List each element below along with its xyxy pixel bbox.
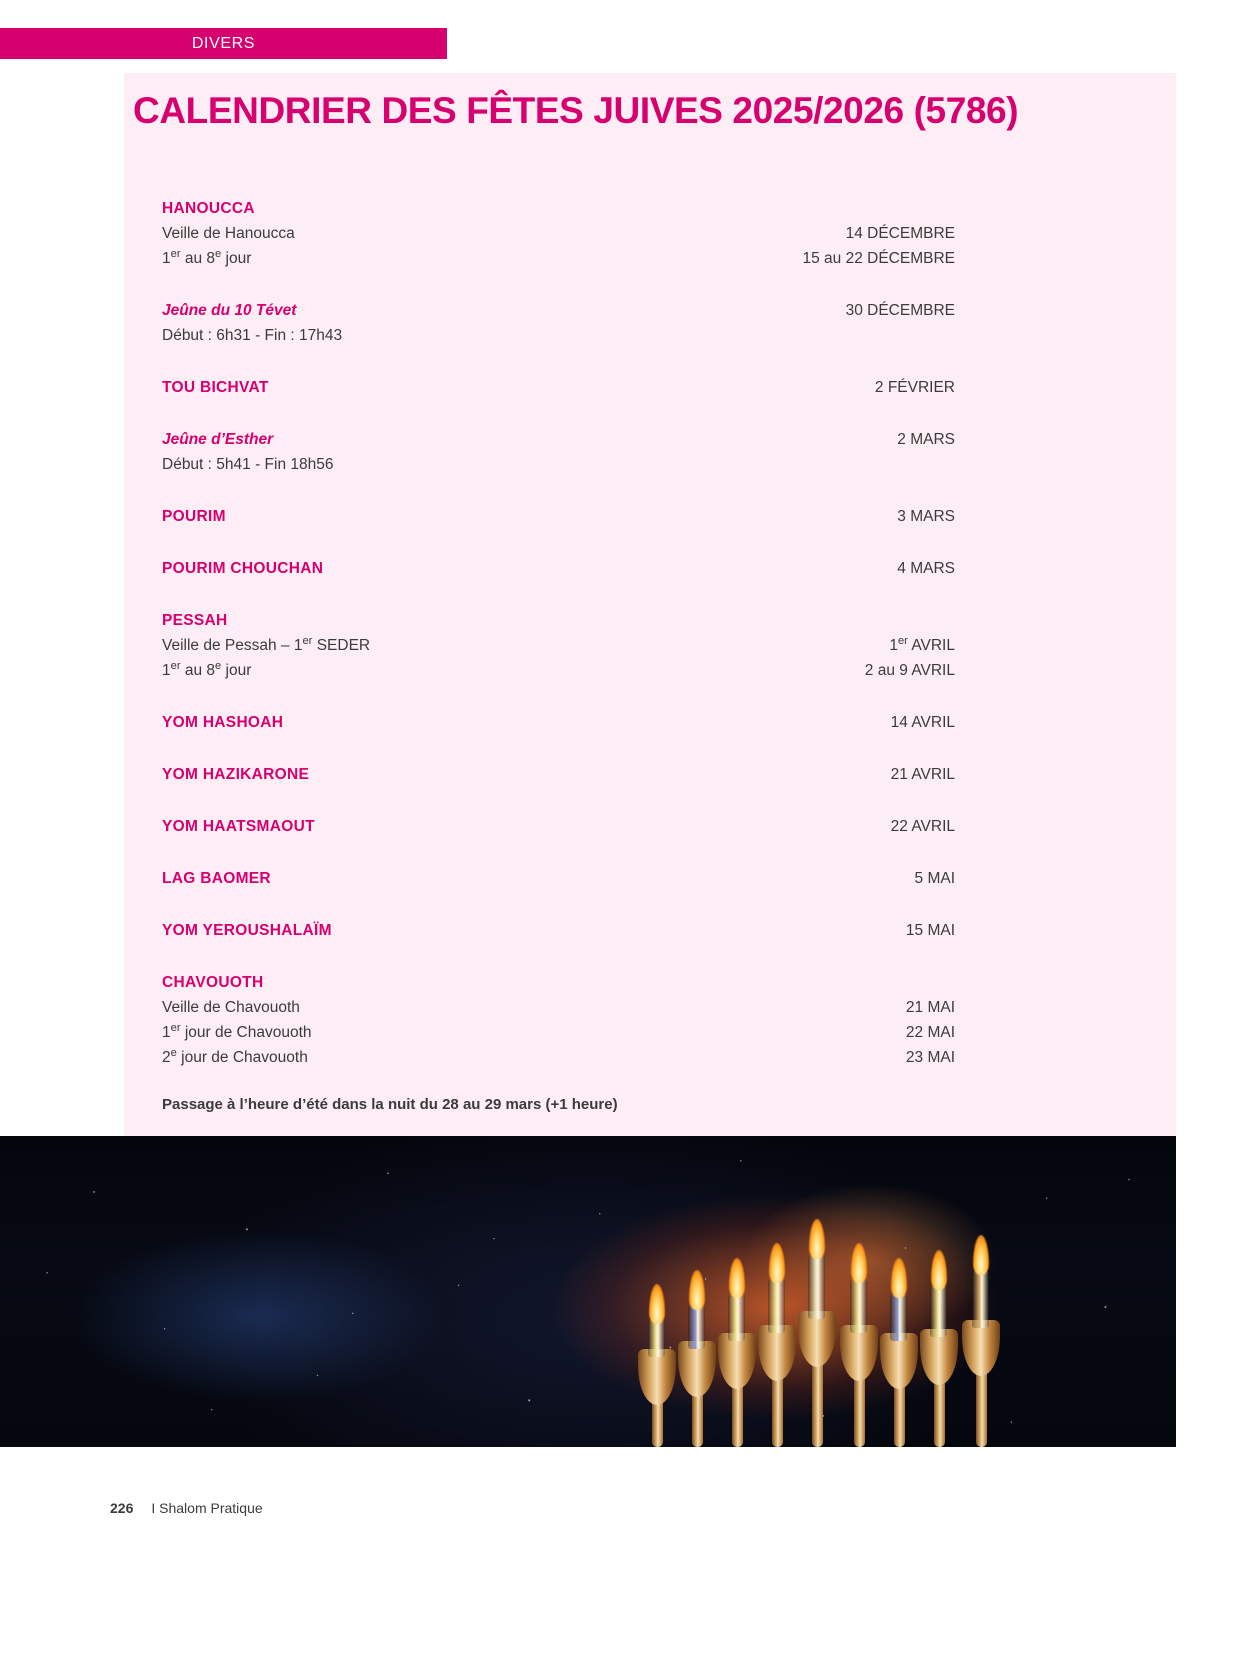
menorah-arm bbox=[894, 1381, 905, 1447]
menorah-cup bbox=[798, 1311, 836, 1367]
holiday-heading-row bbox=[162, 710, 955, 735]
holiday-date: 23 MAI bbox=[905, 1049, 955, 1066]
holiday-detail-row bbox=[162, 427, 955, 452]
holiday-name: YOM HAZIKARONE bbox=[162, 766, 310, 783]
holiday-heading-row bbox=[162, 375, 955, 400]
candle-flame bbox=[769, 1243, 785, 1283]
holiday-name: PESSAH bbox=[162, 612, 228, 629]
menorah-cup bbox=[718, 1333, 756, 1389]
menorah-illustration bbox=[600, 1136, 1100, 1447]
holiday-date: 1er AVRIL bbox=[889, 634, 955, 654]
group-spacer bbox=[162, 839, 955, 866]
menorah-cup bbox=[840, 1325, 878, 1381]
holiday-group bbox=[162, 375, 955, 400]
holiday-name: YOM YEROUSHALAÏM bbox=[162, 922, 332, 939]
menorah-photo bbox=[0, 1136, 1176, 1447]
candle-flame bbox=[689, 1270, 705, 1310]
holiday-group bbox=[162, 556, 955, 581]
holiday-date: 14 AVRIL bbox=[890, 714, 955, 731]
menorah-candle bbox=[850, 1279, 867, 1333]
group-spacer bbox=[162, 683, 955, 710]
holiday-heading-row bbox=[162, 970, 955, 995]
kicker-label: DIVERS bbox=[191, 34, 256, 52]
group-spacer bbox=[162, 735, 955, 762]
holiday-detail-row bbox=[162, 633, 955, 658]
holiday-name: Début : 5h41 - Fin 18h56 bbox=[162, 456, 334, 473]
group-spacer bbox=[162, 581, 955, 608]
holiday-heading-row bbox=[162, 918, 955, 943]
menorah-candle bbox=[808, 1255, 825, 1318]
menorah-candle bbox=[728, 1294, 745, 1342]
menorah-cup bbox=[920, 1329, 958, 1385]
holiday-date: 14 DÉCEMBRE bbox=[845, 225, 955, 242]
holiday-group bbox=[162, 608, 955, 683]
candle-flame bbox=[649, 1284, 665, 1324]
holiday-name: 1er au 8e jour bbox=[162, 247, 252, 267]
group-spacer bbox=[162, 400, 955, 427]
group-spacer bbox=[162, 943, 955, 970]
holiday-date: 2 au 9 AVRIL bbox=[864, 662, 955, 679]
holiday-date: 21 AVRIL bbox=[890, 766, 955, 783]
holiday-group bbox=[162, 298, 955, 348]
holiday-name: Début : 6h31 - Fin : 17h43 bbox=[162, 327, 343, 344]
holiday-name: POURIM CHOUCHAN bbox=[162, 560, 324, 577]
holiday-detail-row bbox=[162, 221, 955, 246]
holiday-name: Jeûne d’Esther bbox=[162, 431, 274, 448]
holiday-name: 1er jour de Chavouoth bbox=[162, 1021, 312, 1041]
holiday-group bbox=[162, 710, 955, 735]
holiday-date: 21 MAI bbox=[905, 999, 955, 1016]
holiday-group bbox=[162, 970, 955, 1070]
menorah-arm bbox=[732, 1381, 743, 1447]
holiday-heading-row bbox=[162, 556, 955, 581]
holiday-name: YOM HAATSMAOUT bbox=[162, 818, 315, 835]
page-title: CALENDRIER DES FÊTES JUIVES 2025/2026 (5786) bbox=[133, 90, 1019, 131]
candle-flame bbox=[973, 1235, 989, 1275]
holiday-date: 22 MAI bbox=[905, 1024, 955, 1041]
menorah-cup bbox=[678, 1341, 716, 1397]
holiday-detail-row bbox=[162, 1045, 955, 1070]
holiday-detail-row bbox=[162, 323, 955, 348]
holiday-date: 2 FÉVRIER bbox=[874, 379, 955, 396]
holiday-name: Veille de Pessah – 1er SEDER bbox=[162, 634, 371, 654]
holiday-detail-row bbox=[162, 1020, 955, 1045]
menorah-arm bbox=[812, 1359, 823, 1447]
holiday-name: HANOUCCA bbox=[162, 200, 255, 217]
group-spacer bbox=[162, 477, 955, 504]
holiday-date: 15 au 22 DÉCEMBRE bbox=[802, 250, 955, 267]
holiday-detail-row bbox=[162, 658, 955, 683]
menorah-arm bbox=[934, 1377, 945, 1447]
holiday-group bbox=[162, 762, 955, 787]
holiday-name: Veille de Hanoucca bbox=[162, 225, 295, 242]
holiday-name: Veille de Chavouoth bbox=[162, 999, 300, 1016]
holiday-name: TOU BICHVAT bbox=[162, 379, 269, 396]
menorah-candle bbox=[972, 1271, 989, 1328]
candle-flame bbox=[809, 1219, 825, 1259]
page-footer bbox=[110, 1500, 263, 1516]
holiday-heading-row bbox=[162, 866, 955, 891]
menorah-candle bbox=[648, 1320, 665, 1357]
menorah-arm bbox=[772, 1373, 783, 1447]
holiday-date: 3 MARS bbox=[897, 508, 955, 525]
holiday-detail-row bbox=[162, 452, 955, 477]
menorah-cup bbox=[758, 1325, 796, 1381]
menorah-cup bbox=[962, 1320, 1000, 1376]
holiday-heading-row bbox=[162, 608, 955, 633]
menorah-arm bbox=[692, 1389, 703, 1447]
daylight-saving-note: Passage à l’heure d’été dans la nuit du 28 au 29 mars (+1 heure) bbox=[162, 1096, 618, 1113]
menorah-arm bbox=[854, 1373, 865, 1447]
menorah-candle bbox=[688, 1306, 705, 1349]
holiday-heading-row bbox=[162, 814, 955, 839]
holiday-name: POURIM bbox=[162, 508, 226, 525]
candle-flame bbox=[931, 1250, 947, 1290]
footer-section: I Shalom Pratique bbox=[151, 1500, 263, 1516]
holiday-detail-row bbox=[162, 995, 955, 1020]
holiday-date: 2 MARS bbox=[897, 431, 955, 448]
group-spacer bbox=[162, 787, 955, 814]
holiday-name: Jeûne du 10 Tévet bbox=[162, 302, 297, 319]
holiday-date: 15 MAI bbox=[905, 922, 955, 939]
group-spacer bbox=[162, 271, 955, 298]
holiday-name: CHAVOUOTH bbox=[162, 974, 264, 991]
menorah-candle bbox=[890, 1294, 907, 1342]
holiday-date: 4 MARS bbox=[897, 560, 955, 577]
holiday-group bbox=[162, 814, 955, 839]
holiday-detail-row bbox=[162, 298, 955, 323]
group-spacer bbox=[162, 891, 955, 918]
holiday-date: 22 AVRIL bbox=[890, 818, 955, 835]
holiday-heading-row bbox=[162, 762, 955, 787]
holiday-heading-row bbox=[162, 196, 955, 221]
menorah-candle bbox=[768, 1279, 785, 1333]
holiday-heading-row bbox=[162, 504, 955, 529]
holiday-list bbox=[162, 196, 955, 1070]
group-spacer bbox=[162, 348, 955, 375]
candle-flame bbox=[851, 1243, 867, 1283]
candle-flame bbox=[891, 1258, 907, 1298]
holiday-group bbox=[162, 196, 955, 271]
holiday-name: LAG BAOMER bbox=[162, 870, 271, 887]
holiday-group bbox=[162, 918, 955, 943]
menorah-cup bbox=[880, 1333, 918, 1389]
holiday-detail-row bbox=[162, 246, 955, 271]
menorah-cup bbox=[638, 1349, 676, 1405]
holiday-date: 5 MAI bbox=[914, 870, 955, 887]
holiday-name: 2e jour de Chavouoth bbox=[162, 1046, 308, 1066]
menorah-candle bbox=[930, 1286, 947, 1337]
candle-flame bbox=[729, 1258, 745, 1298]
group-spacer bbox=[162, 529, 955, 556]
holiday-group bbox=[162, 504, 955, 529]
holiday-name: 1er au 8e jour bbox=[162, 659, 252, 679]
holiday-group bbox=[162, 427, 955, 477]
holiday-group bbox=[162, 866, 955, 891]
page-number: 226 bbox=[110, 1500, 134, 1516]
holiday-date: 30 DÉCEMBRE bbox=[845, 302, 955, 319]
menorah-arm bbox=[976, 1368, 987, 1447]
holiday-name: YOM HASHOAH bbox=[162, 714, 284, 731]
